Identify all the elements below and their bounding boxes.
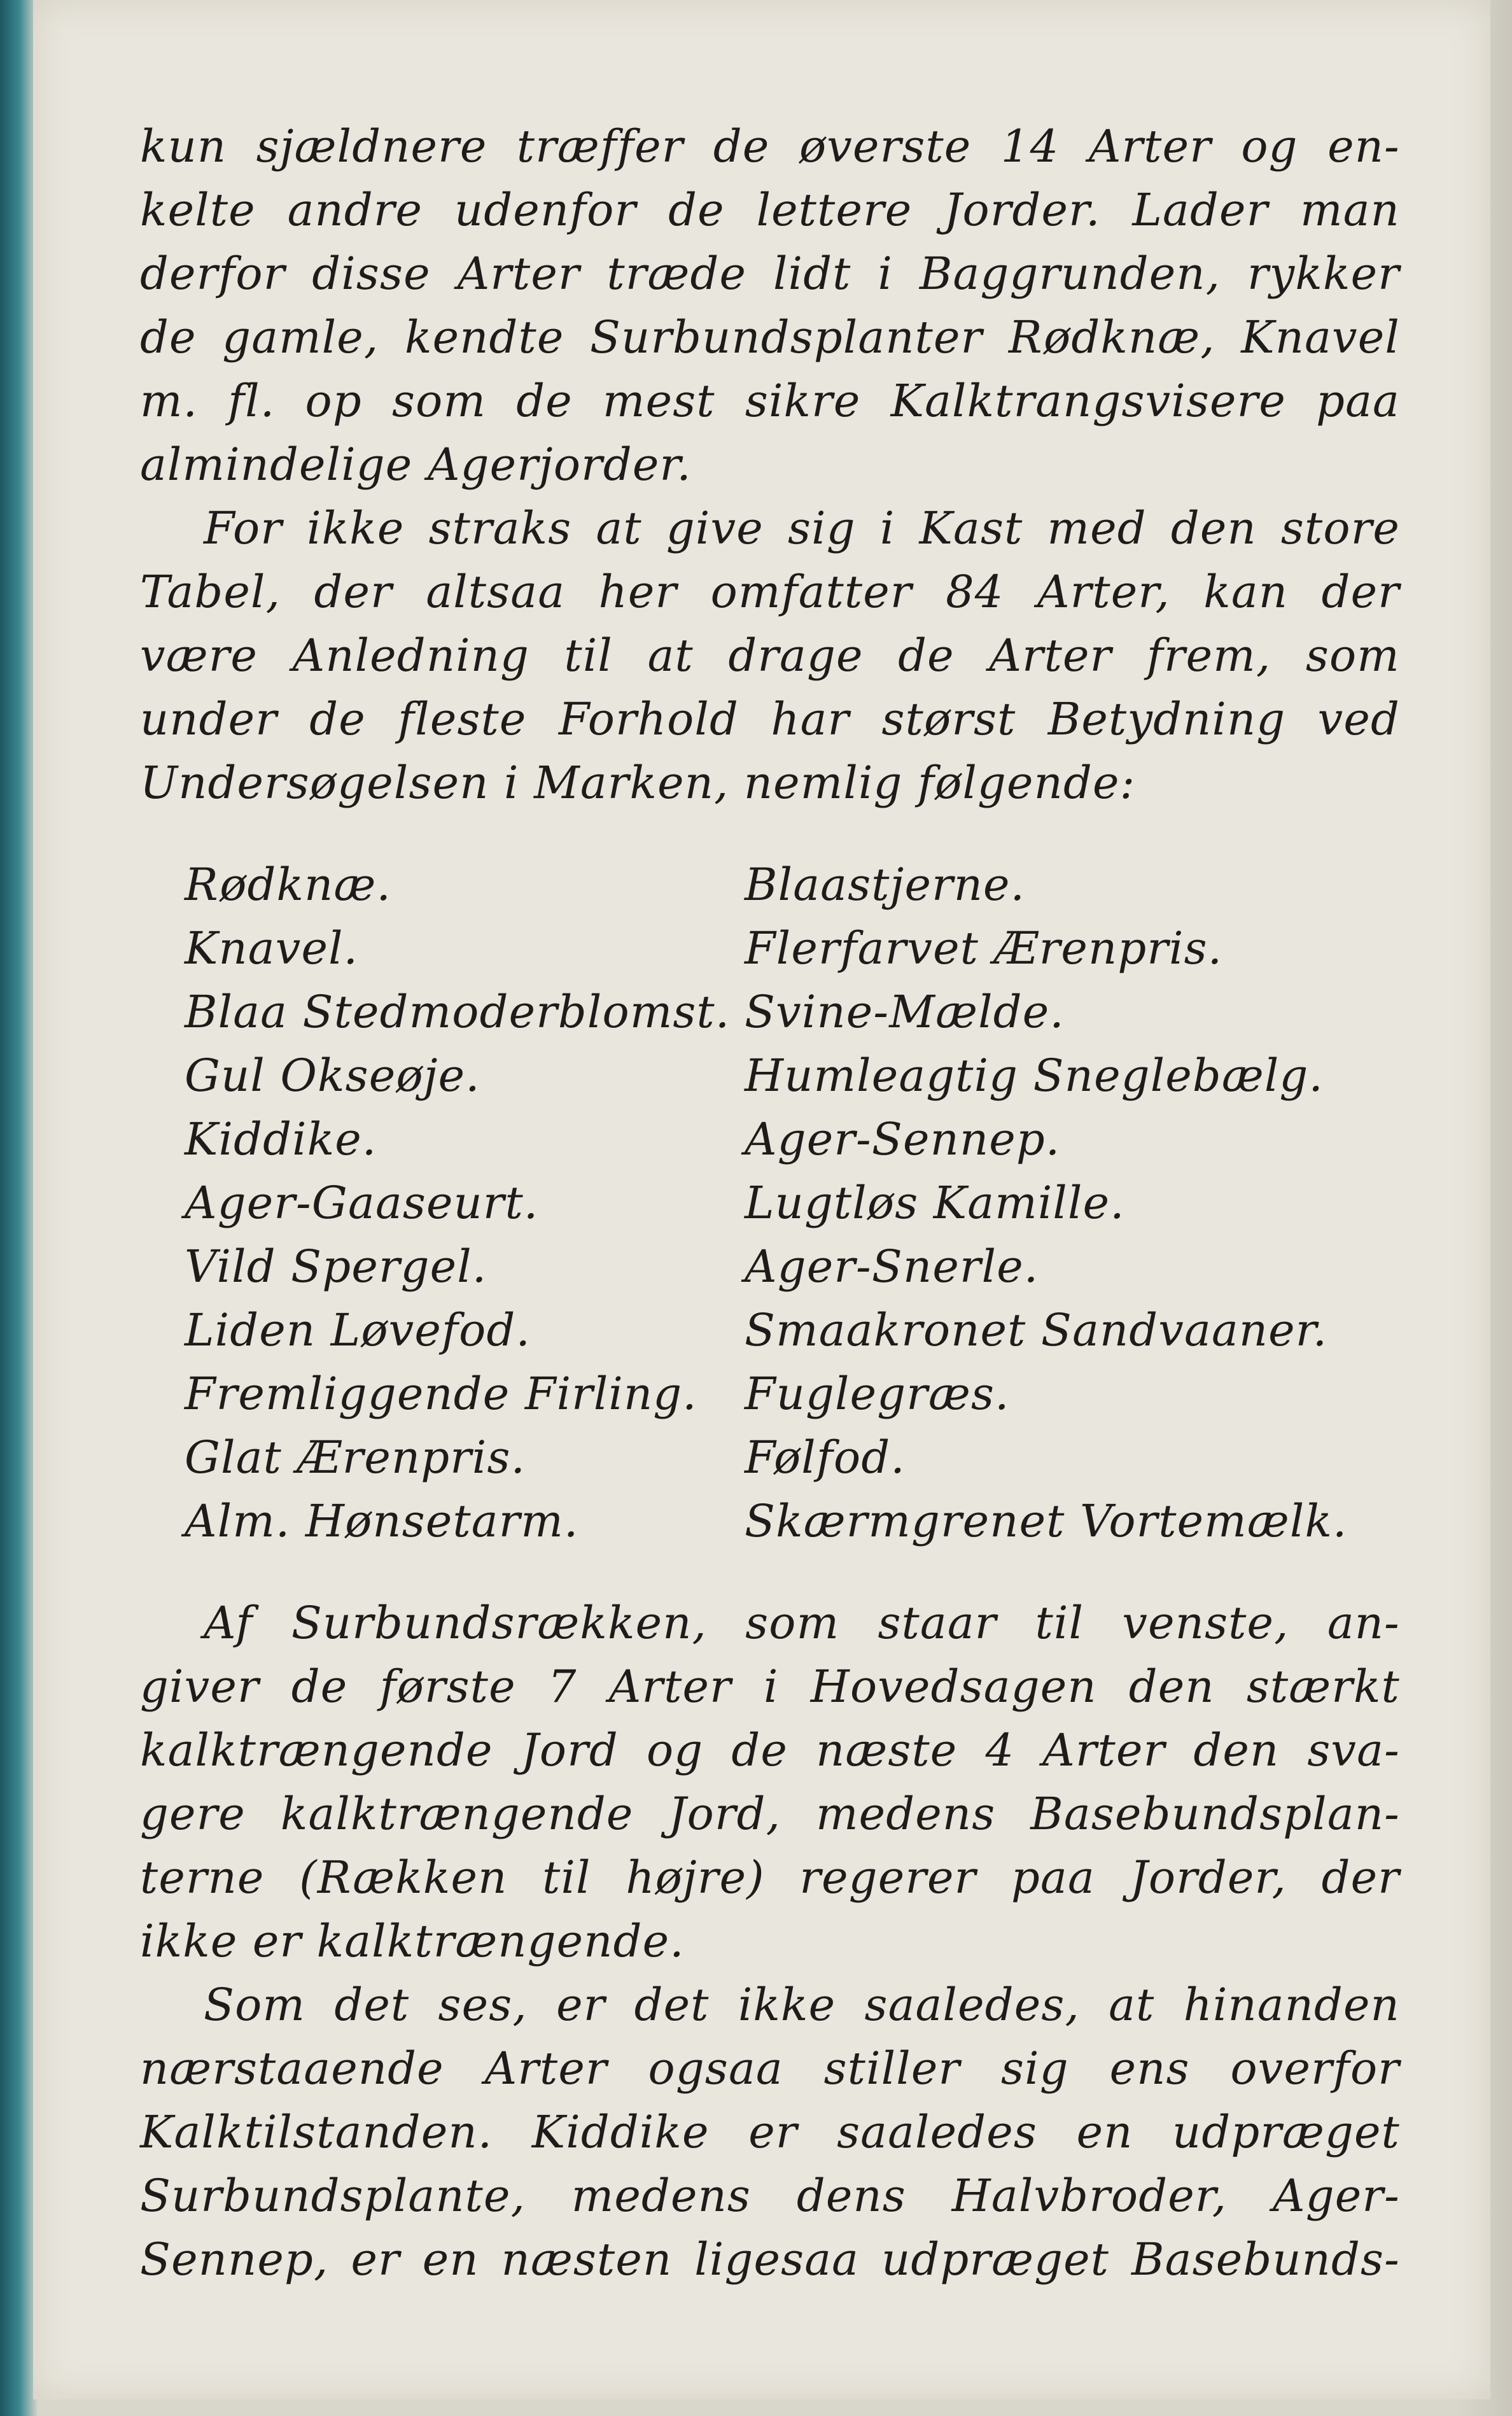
word: Surbundsrækken, <box>291 1597 707 1649</box>
word: de <box>516 375 573 427</box>
word: kun <box>140 120 227 172</box>
word: fleste <box>398 693 527 745</box>
species-list <box>140 853 1400 1553</box>
word: kalktrængende <box>280 1788 634 1840</box>
line-text: ikke er kalktrængende. <box>140 1915 685 1967</box>
word: under <box>140 693 277 745</box>
word: Arter <box>608 1661 732 1713</box>
text-line <box>140 1846 1400 1909</box>
word: ikke <box>738 1979 836 2031</box>
word: størst <box>881 693 1016 745</box>
word: er <box>351 2233 400 2286</box>
word: op <box>305 375 362 427</box>
species-column-right <box>745 853 1381 1553</box>
word: har <box>771 693 850 745</box>
word: det <box>634 1979 710 2031</box>
word: Forhold <box>558 693 739 745</box>
text-line <box>140 687 1400 751</box>
word: Jord <box>521 1724 619 1776</box>
word: Arter <box>457 248 580 300</box>
word: Kalktrangsvisere <box>890 375 1286 427</box>
text-line <box>140 624 1400 687</box>
word: sikre <box>745 375 861 427</box>
word: Tabel, <box>140 566 281 618</box>
text-line <box>140 1655 1400 1718</box>
word: Kalktilstanden. <box>140 2106 493 2158</box>
word: ikke <box>307 502 405 554</box>
word: mest <box>603 375 715 427</box>
word: en- <box>1327 120 1400 172</box>
word: Jorder, <box>1130 1851 1287 1904</box>
word: den <box>1128 1661 1215 1713</box>
text-line <box>140 2100 1400 2164</box>
word: stiller <box>823 2042 961 2095</box>
word: an- <box>1327 1597 1400 1649</box>
word: sva- <box>1307 1724 1400 1776</box>
word: lidt <box>773 248 851 300</box>
word: Som <box>204 1979 306 2031</box>
line-text: almindelige Agerjorder. <box>140 439 692 491</box>
text-line <box>140 178 1400 242</box>
word: udpræget <box>881 2233 1110 2286</box>
word: Anledning <box>292 629 529 682</box>
word: sjældnere <box>256 120 487 172</box>
text-line <box>140 369 1400 433</box>
species-item: Lugtløs Kamille. <box>745 1177 1125 1229</box>
text-line <box>140 1909 1400 1973</box>
species-item: Flerfarvet Ærenpris. <box>745 922 1223 974</box>
word: nærstaaende <box>140 2042 444 2095</box>
word: Basebunds- <box>1131 2233 1400 2286</box>
text-line <box>140 2164 1400 2228</box>
word: ens <box>1109 2042 1190 2095</box>
word: Arter <box>989 629 1112 682</box>
line-text: Undersøgelsen i Marken, nemlig følgende: <box>140 757 1136 809</box>
word: altsaa <box>426 566 566 618</box>
species-item: Ager-Gaaseurt. <box>185 1177 539 1229</box>
text-line <box>140 1973 1400 2037</box>
paragraph-2 <box>140 496 1400 815</box>
word: gamle, <box>222 311 379 363</box>
word: sig <box>1001 2042 1069 2095</box>
species-item: Følfod. <box>745 1431 906 1484</box>
word: (Rækken <box>299 1851 508 1904</box>
word: venste, <box>1122 1597 1289 1649</box>
word: som <box>745 1597 840 1649</box>
word: de <box>140 311 197 363</box>
word: drage <box>728 629 864 682</box>
word: Arter <box>1042 1724 1166 1776</box>
word: der <box>314 566 393 618</box>
word: store <box>1280 502 1400 554</box>
word: sig <box>788 502 856 554</box>
species-item: Fuglegræs. <box>745 1368 1010 1420</box>
word: Jorder. <box>944 184 1101 236</box>
word: ogsaa <box>648 2042 783 2095</box>
word: og <box>646 1724 704 1776</box>
word: overfor <box>1230 2042 1400 2095</box>
word: 7 <box>547 1661 577 1713</box>
word: i <box>879 502 895 554</box>
word: ses, <box>438 1979 528 2031</box>
species-item: Smaakronet Sandvaaner. <box>745 1304 1328 1356</box>
word: de <box>291 1661 348 1713</box>
word: ved <box>1317 693 1400 745</box>
word: frem, <box>1146 629 1271 682</box>
word: der <box>1321 1851 1400 1904</box>
word: næsten <box>501 2233 673 2286</box>
text-line <box>140 115 1400 178</box>
word: saaledes, <box>864 1979 1080 2031</box>
word: kalktrængende <box>140 1724 493 1776</box>
text-line <box>140 1782 1400 1846</box>
word: kan <box>1203 566 1289 618</box>
word: Hovedsagen <box>810 1661 1097 1713</box>
word: med <box>1047 502 1147 554</box>
word: er <box>748 2106 798 2158</box>
word: til <box>542 1851 591 1904</box>
word: Rødknæ, <box>1008 311 1215 363</box>
word: som <box>392 375 487 427</box>
word: kelte <box>140 184 256 236</box>
word: For <box>204 502 283 554</box>
page-text-block <box>140 115 1400 2291</box>
word: Surbundsplante, <box>140 2170 526 2222</box>
word: i <box>878 248 893 300</box>
word: der <box>1321 566 1400 618</box>
species-item: Glat Ærenpris. <box>185 1431 526 1484</box>
word: at <box>647 629 694 682</box>
word: derfor <box>140 248 286 300</box>
word: staar <box>878 1597 997 1649</box>
word: Af <box>204 1597 253 1649</box>
book-page <box>33 0 1490 2399</box>
word: paa <box>1316 375 1400 427</box>
species-item: Rødknæ. <box>185 859 391 911</box>
word: den <box>1170 502 1257 554</box>
word: rykker <box>1247 248 1400 300</box>
word: Arter <box>1088 120 1212 172</box>
text-line <box>140 560 1400 624</box>
text-line <box>140 1718 1400 1782</box>
word: træffer <box>516 120 684 172</box>
word: den <box>1193 1724 1280 1776</box>
word: 14 <box>1000 120 1060 172</box>
species-item: Liden Løvefod. <box>185 1304 531 1356</box>
species-item: Alm. Hønsetarm. <box>185 1495 579 1547</box>
word: 4 <box>985 1724 1015 1776</box>
word: er <box>556 1979 606 2031</box>
word: udpræget <box>1172 2106 1400 2158</box>
species-item: Knavel. <box>185 922 359 974</box>
word: at <box>1109 1979 1155 2031</box>
text-line <box>140 2228 1400 2291</box>
word: Halvbroder, <box>951 2170 1228 2222</box>
word: Knavel <box>1241 311 1400 363</box>
word: paa <box>1011 1851 1095 1904</box>
species-item: Blaa Stedmoderblomst. <box>185 986 731 1038</box>
paragraph-4 <box>140 1973 1400 2291</box>
word: Kiddike <box>531 2106 710 2158</box>
word: m. <box>140 375 199 427</box>
word: her <box>598 566 678 618</box>
word: giver <box>140 1661 260 1713</box>
word: 84 <box>946 566 1004 618</box>
word: Surbundsplanter <box>590 311 983 363</box>
word: medens <box>816 1788 996 1840</box>
word: Kast <box>919 502 1023 554</box>
word: gere <box>140 1788 246 1840</box>
word: fl. <box>228 375 276 427</box>
word: højre) <box>626 1851 765 1904</box>
species-item: Blaastjerne. <box>745 859 1026 911</box>
word: man <box>1300 184 1400 236</box>
text-line <box>140 242 1400 306</box>
word: Baggrunden, <box>919 248 1221 300</box>
word: straks <box>428 502 572 554</box>
word: de <box>898 629 955 682</box>
species-item: Skærmgrenet Vortemælk. <box>745 1495 1348 1547</box>
species-item: Fremliggende Firling. <box>185 1368 697 1420</box>
word: at <box>596 502 642 554</box>
species-item: Svine-Mælde. <box>745 986 1065 1038</box>
word: terne <box>140 1851 265 1904</box>
word: en <box>422 2233 479 2286</box>
word: omfatter <box>710 566 913 618</box>
word: hinanden <box>1183 1979 1400 2031</box>
word: Jord, <box>668 1788 781 1840</box>
word: give <box>666 502 764 554</box>
word: til <box>1035 1597 1084 1649</box>
word: næste <box>816 1724 958 1776</box>
word: andre <box>287 184 423 236</box>
word: stærkt <box>1246 1661 1400 1713</box>
word: lettere <box>756 184 913 236</box>
word: Betydning <box>1047 693 1286 745</box>
species-item: Vild Spergel. <box>185 1240 487 1293</box>
word: regerer <box>799 1851 977 1904</box>
word: Arter, <box>1037 566 1170 618</box>
text-line <box>140 433 1400 496</box>
word: de <box>731 1724 788 1776</box>
word: de <box>668 184 725 236</box>
text-line <box>140 1591 1400 1655</box>
word: som <box>1305 629 1400 682</box>
word: Basebundsplan- <box>1030 1788 1400 1840</box>
word: ligesaa <box>694 2233 860 2286</box>
paragraph-3 <box>140 1591 1400 1973</box>
word: Lader <box>1132 184 1269 236</box>
text-line <box>140 496 1400 560</box>
word: en <box>1076 2106 1133 2158</box>
word: i <box>763 1661 779 1713</box>
species-item: Ager-Snerle. <box>745 1240 1039 1293</box>
word: være <box>140 629 258 682</box>
word: de <box>713 120 770 172</box>
species-item: Humleagtig Sneglebælg. <box>745 1050 1324 1102</box>
word: Arter <box>484 2042 608 2095</box>
word: det <box>334 1979 410 2031</box>
word: medens <box>571 2170 752 2222</box>
species-column-left <box>185 853 745 1553</box>
word: første <box>379 1661 516 1713</box>
word: kendte <box>404 311 564 363</box>
word: Sennep, <box>140 2233 329 2286</box>
species-item: Kiddike. <box>185 1113 377 1165</box>
word: og <box>1241 120 1298 172</box>
paragraph-1 <box>140 115 1400 496</box>
text-line <box>140 2037 1400 2100</box>
word: dens <box>796 2170 906 2222</box>
word: de <box>309 693 366 745</box>
word: øverste <box>799 120 972 172</box>
word: saaledes <box>837 2106 1038 2158</box>
species-item: Gul Okseøje. <box>185 1050 480 1102</box>
species-item: Ager-Sennep. <box>745 1113 1061 1165</box>
word: træde <box>606 248 747 300</box>
word: udenfor <box>454 184 637 236</box>
word: til <box>564 629 613 682</box>
text-line <box>140 306 1400 369</box>
text-line <box>140 751 1400 815</box>
word: disse <box>312 248 431 300</box>
word: Ager- <box>1273 2170 1400 2222</box>
